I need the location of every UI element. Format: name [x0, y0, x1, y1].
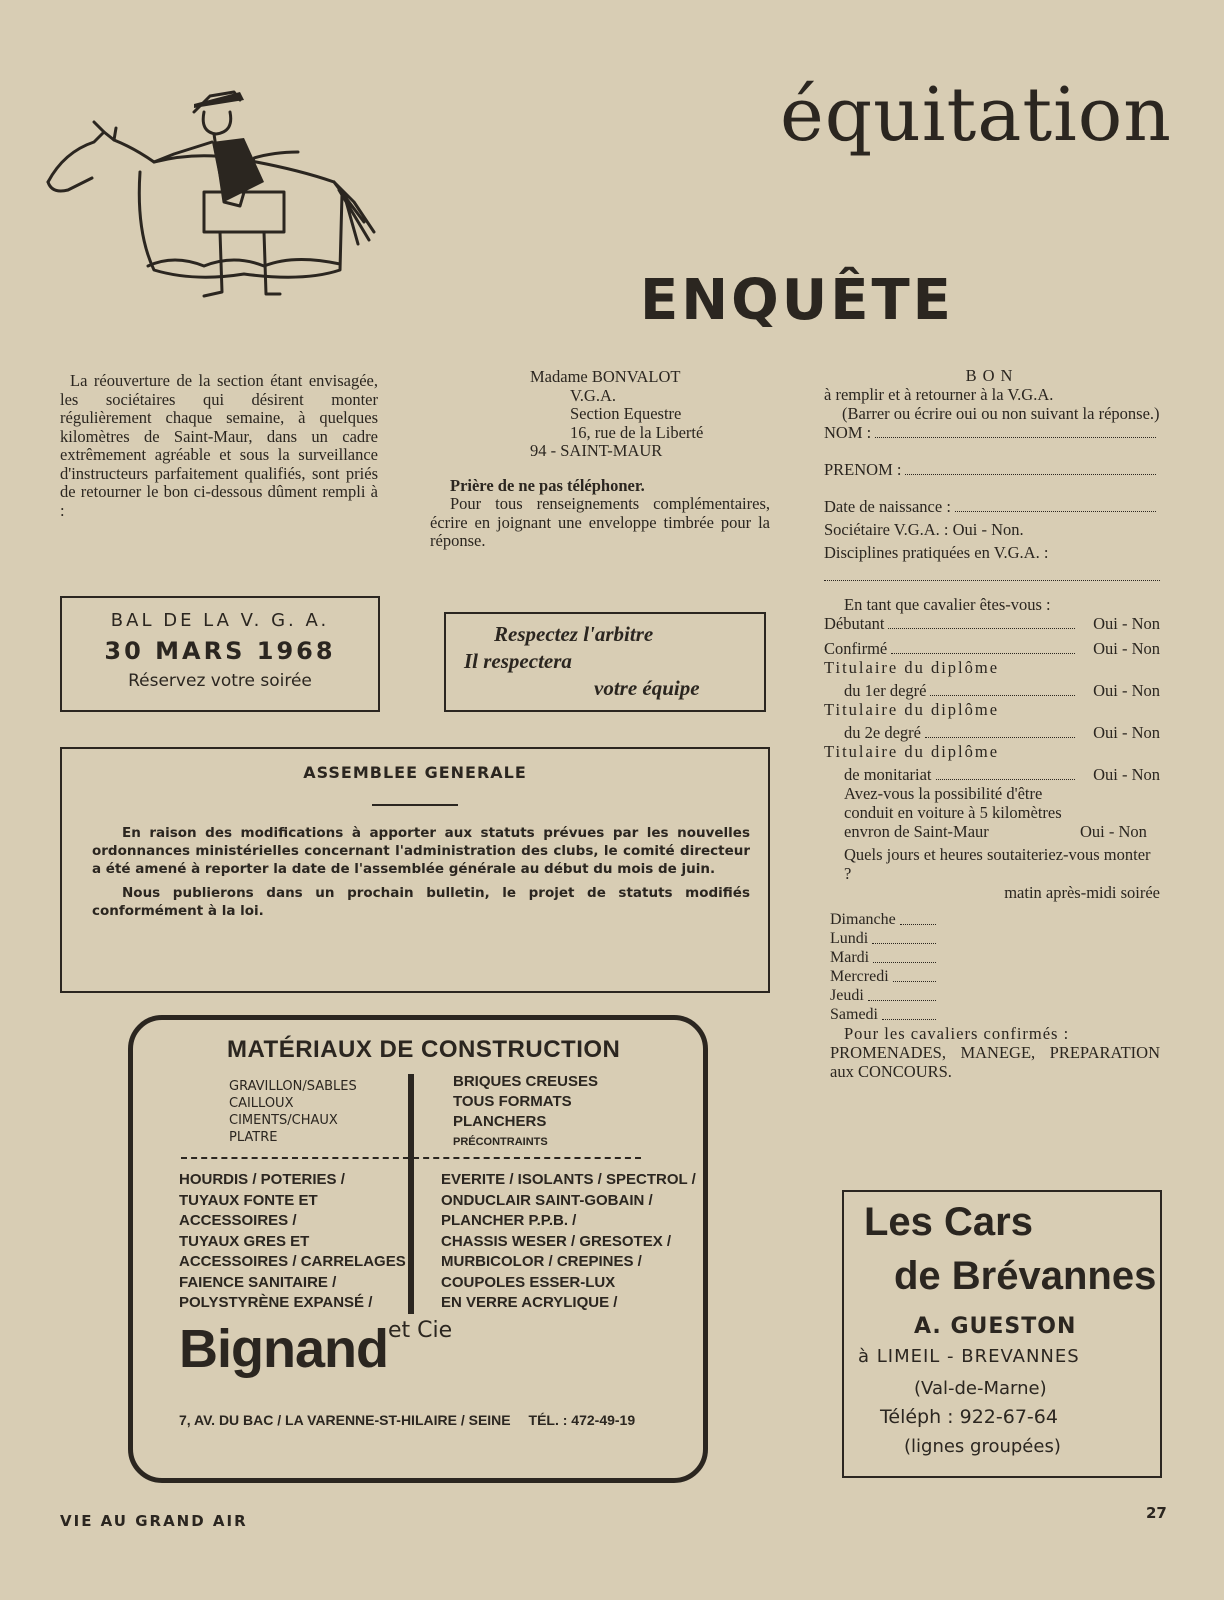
- level-answer: Oui - Non: [1093, 614, 1160, 633]
- title-rule: [372, 804, 458, 806]
- ad-title: MATÉRIAUX DE CONSTRUCTION: [227, 1036, 621, 1063]
- bal-reserve: Réservez votre soirée: [128, 671, 312, 691]
- ad-item: GRAVILLON/SABLES: [229, 1079, 357, 1094]
- ad-right-bottom: [441, 1170, 696, 1314]
- ad-item: PLANCHERS: [453, 1113, 547, 1130]
- materiaux-ad: [128, 1015, 708, 1483]
- level-prefix: Titulaire du diplôme: [824, 658, 1000, 677]
- day-label: Mercredi: [830, 968, 889, 985]
- ad-item: PRÉCONTRAINTS: [453, 1136, 548, 1148]
- day-label: Samedi: [830, 1006, 878, 1023]
- cars-tel: Téléph : 922-67-64: [880, 1406, 1058, 1428]
- day-label: Jeudi: [830, 987, 864, 1004]
- level-row[interactable]: [824, 723, 1160, 742]
- ad-item: TUYAUX FONTE ET: [179, 1191, 318, 1209]
- ad-item: PLATRE: [229, 1130, 278, 1145]
- ad-item: CHASSIS WESER / GRESOTEX /: [441, 1232, 672, 1250]
- address-line: V.G.A.: [570, 385, 616, 405]
- bon-form: [824, 366, 1160, 1081]
- periods-header: matin après-midi soirée: [1004, 883, 1160, 902]
- ad-right-top: [453, 1072, 598, 1152]
- level-label: du 1er degré: [844, 681, 927, 700]
- jours-question: Quels jours et heures soutaiteriez-vous monter ?: [844, 845, 1151, 883]
- brand-suffix: et Cie: [387, 1318, 453, 1343]
- cars-dept: (Val-de-Marne): [914, 1378, 1047, 1399]
- ad-item: TOUS FORMATS: [453, 1093, 572, 1110]
- slogan-line: Il respectera: [464, 649, 572, 673]
- bal-announcement: [60, 596, 380, 712]
- field-label: NOM :: [824, 423, 872, 442]
- level-prefix: Titulaire du diplôme: [824, 700, 1000, 719]
- voiture-question: Avez-vous la possibilité d'être conduit en voiture à 5 kilomètres envron de Saint-Maur: [844, 784, 1062, 841]
- ad-item: ONDUCLAIR SAINT-GOBAIN /: [441, 1191, 653, 1209]
- arbitre-slogan: [444, 612, 766, 712]
- day-row[interactable]: [830, 948, 940, 967]
- day-row[interactable]: [830, 910, 940, 929]
- day-row[interactable]: [830, 967, 940, 986]
- ad-item: FAIENCE SANITAIRE /: [179, 1273, 337, 1291]
- ad-item: CIMENTS/CHAUX: [229, 1113, 338, 1128]
- level-row[interactable]: [824, 681, 1160, 700]
- day-label: Lundi: [830, 930, 869, 947]
- ad-item: CAILLOUX: [229, 1096, 294, 1111]
- ad-divider-vertical: [408, 1074, 414, 1314]
- confirmes-text: PROMENADES, MANEGE, PREPARATION aux CONCOURS.: [830, 1043, 1160, 1081]
- level-row[interactable]: [824, 614, 1160, 633]
- page-number: 27: [1146, 1504, 1167, 1522]
- ad-divider-dashed: [181, 1157, 641, 1159]
- day-row[interactable]: [830, 1005, 940, 1024]
- voiture-row[interactable]: [824, 784, 1160, 841]
- slogan-line: Respectez l'arbitre: [494, 622, 654, 646]
- disciplines-line[interactable]: [824, 580, 1160, 581]
- cavalier-question: En tant que cavalier êtes-vous :: [844, 595, 1051, 614]
- field-label: Date de naissance :: [824, 497, 951, 516]
- rider-illustration: [44, 82, 384, 318]
- ad-item: POLYSTYRÈNE EXPANSÉ /: [179, 1294, 373, 1311]
- day-label: Dimanche: [830, 911, 896, 928]
- ad-item: EVERITE / ISOLANTS / SPECTROL /: [441, 1171, 696, 1188]
- ad-item: ACCESSOIRES / CARRELAGES: [179, 1253, 406, 1270]
- level-label: Débutant: [824, 614, 885, 633]
- magazine-name: VIE AU GRAND AIR: [60, 1512, 248, 1530]
- info-paragraph: Pour tous renseignements complémentaires, écrire en joignant une enveloppe timbrée pour la réponse.: [430, 494, 770, 550]
- ad-item: BRIQUES CREUSES: [453, 1073, 599, 1090]
- level-row[interactable]: [824, 639, 1160, 658]
- day-row[interactable]: [830, 929, 940, 948]
- day-row[interactable]: [830, 986, 940, 1005]
- brand-name: Bignand: [179, 1319, 388, 1379]
- no-phone-notice: Prière de ne pas téléphoner.: [450, 475, 645, 495]
- ad-item: MURBICOLOR / CREPINES /: [441, 1253, 642, 1270]
- cars-owner: A. GUESTON: [914, 1314, 1077, 1339]
- assemblee-para: Nous publierons dans un prochain bulletin, le projet de statuts modifiés conformément à la loi.: [92, 885, 750, 919]
- bal-date: 30 MARS 1968: [104, 637, 336, 665]
- form-note: (Barrer ou écrire oui ou non suivant la réponse.): [842, 404, 1160, 423]
- cars-place: à LIMEIL - BREVANNES: [858, 1346, 1080, 1367]
- intro-paragraph: La réouverture de la section étant envisagée, les sociétaires qui désirent monter régulièrement chaque semaine, à quelques kilomètres de Saint-Maur, dans un cadre extrêmement agréable et sous la surveillance d'instructeurs parfaitement qualifiés, sont priés de retourner le bon ci-dessous dûment rempli à :: [60, 371, 378, 520]
- address-block: [430, 368, 770, 551]
- confirmes-intro: Pour les cavaliers confirmés :: [844, 1024, 1070, 1043]
- field-disciplines[interactable]: Disciplines pratiquées en V.G.A. :: [824, 543, 1049, 562]
- section-title: équitation: [780, 72, 1172, 158]
- cars-ad: [842, 1190, 1162, 1478]
- ad-left-bottom: [179, 1170, 406, 1314]
- form-subtitle: à remplir et à retourner à la V.G.A.: [824, 385, 1054, 404]
- ad-left-top: [229, 1078, 357, 1146]
- ad-item: EN VERRE ACRYLIQUE /: [441, 1294, 618, 1311]
- field-nom[interactable]: [824, 423, 1160, 442]
- address-line: Section Equestre: [570, 404, 682, 423]
- ad-item: ACCESSOIRES /: [179, 1212, 297, 1229]
- assemblee-title: ASSEMBLEE GENERALE: [303, 763, 527, 782]
- field-label: PRENOM :: [824, 460, 902, 479]
- field-societaire[interactable]: Sociétaire V.G.A. : Oui - Non.: [824, 520, 1024, 539]
- ad-item: COUPOLES ESSER-LUX: [441, 1273, 616, 1291]
- cars-line1: Les Cars: [864, 1200, 1033, 1244]
- form-title: BON: [965, 366, 1019, 385]
- field-naissance[interactable]: [824, 497, 1160, 516]
- slogan-line: votre équipe: [594, 676, 700, 700]
- page-heading: ENQUÊTE: [640, 268, 954, 333]
- field-prenom[interactable]: [824, 460, 1160, 479]
- level-label: de monitariat: [844, 765, 932, 784]
- ad-tel: TÉL. : 472-49-19: [528, 1412, 636, 1428]
- level-label: Confirmé: [824, 639, 888, 658]
- address-line: Madame BONVALOT: [530, 367, 681, 386]
- assemblee-box: [60, 747, 770, 993]
- address-line: 94 - SAINT-MAUR: [530, 441, 663, 460]
- bal-title: BAL DE LA V. G. A.: [110, 610, 330, 631]
- address-line: 16, rue de la Liberté: [570, 422, 704, 442]
- level-row[interactable]: [824, 765, 1160, 784]
- ad-item: TUYAUX GRES ET: [179, 1232, 310, 1250]
- ad-address: 7, AV. DU BAC / LA VARENNE-ST-HILAIRE / SEINE: [179, 1412, 511, 1428]
- level-label: du 2e degré: [844, 723, 921, 742]
- level-answer: Oui - Non: [1093, 639, 1160, 658]
- ad-item: HOURDIS / POTERIES /: [179, 1171, 345, 1188]
- day-label: Mardi: [830, 949, 870, 966]
- level-answer: Oui - Non: [1093, 723, 1160, 742]
- ad-item: PLANCHER P.P.B. /: [441, 1212, 577, 1229]
- cars-line2: de Brévannes: [894, 1254, 1157, 1298]
- level-prefix: Titulaire du diplôme: [824, 742, 1000, 761]
- voiture-answer: Oui - Non: [1080, 822, 1147, 841]
- cars-lines: (lignes groupées): [904, 1436, 1061, 1457]
- assemblee-para: En raison des modifications à apporter aux statuts prévues par les nouvelles ordonnances ministérielles concernant l'administration des clubs, le comité directeur a été amené à reporter la date de l'assemblée générale au début du mois de juin.: [92, 825, 750, 877]
- brand-logo: [179, 1318, 452, 1380]
- level-answer: Oui - Non: [1093, 765, 1160, 784]
- level-answer: Oui - Non: [1093, 681, 1160, 700]
- days-table: [824, 910, 1160, 1024]
- ad-contact: [179, 1412, 635, 1428]
